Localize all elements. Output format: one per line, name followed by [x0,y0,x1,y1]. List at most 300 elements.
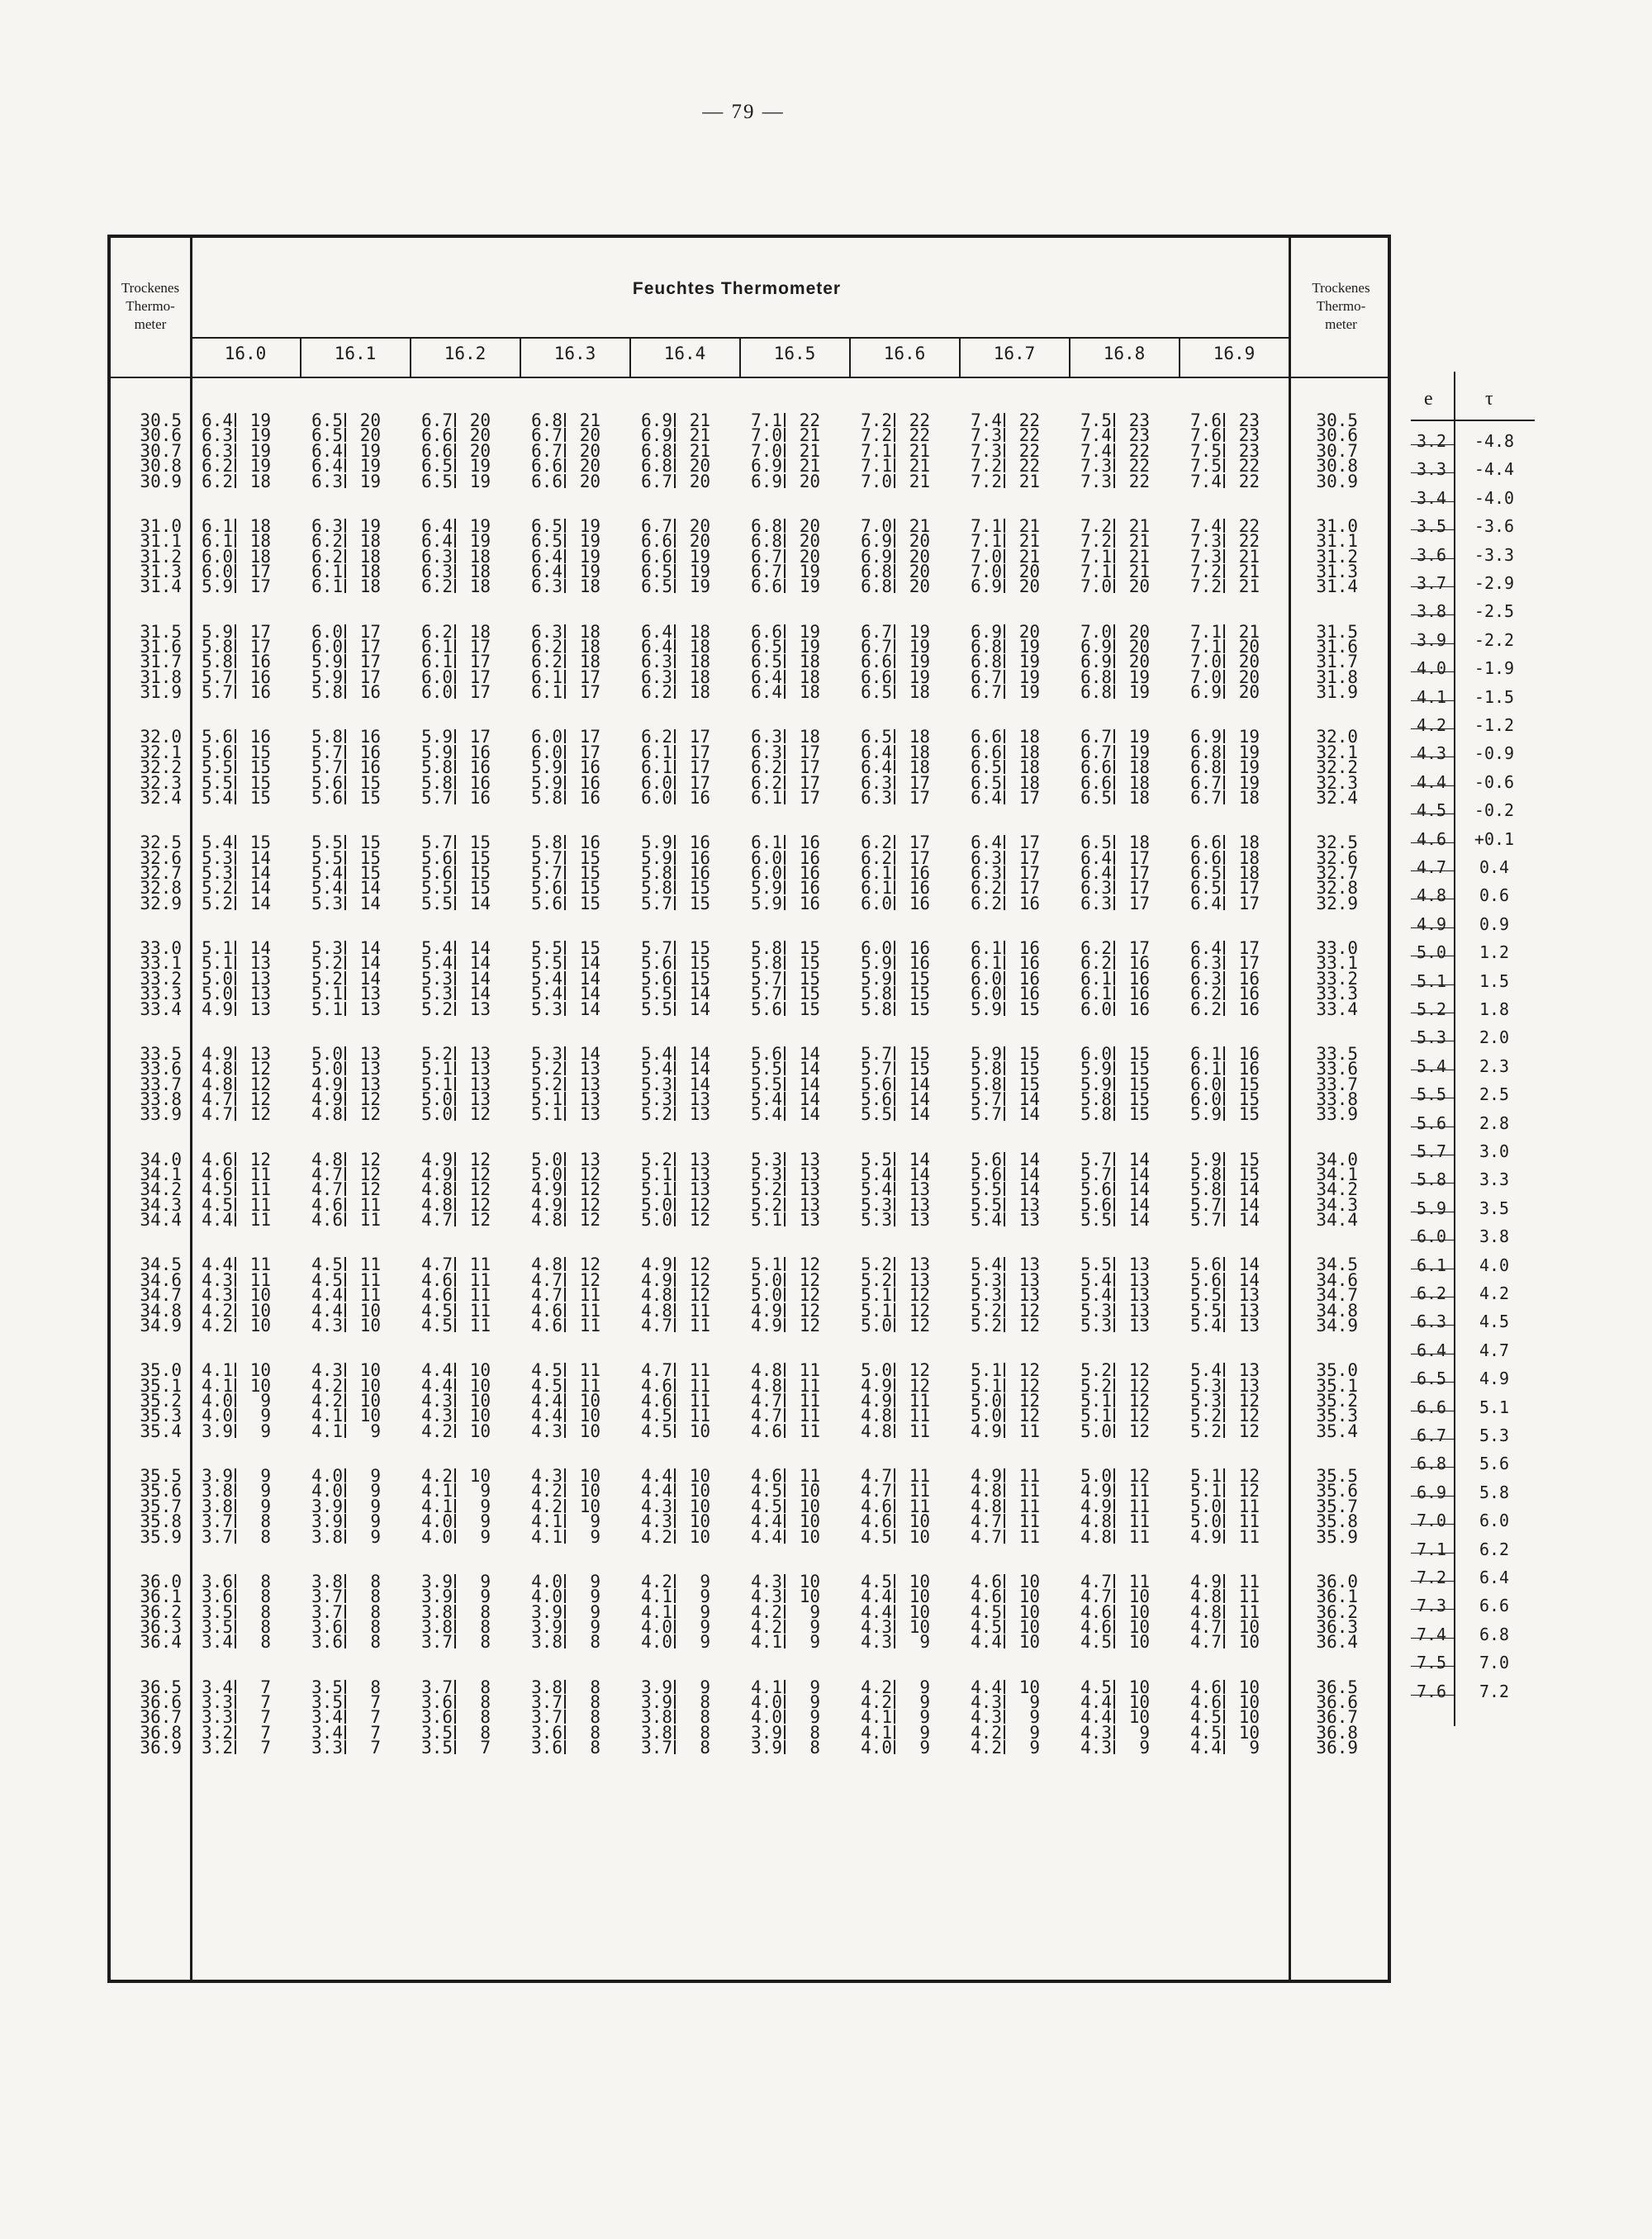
vapor-pressure-value: 6.6 [1187,835,1225,849]
relative-humidity-value: 10 [689,1526,710,1547]
relative-humidity-value: 13 [1128,1269,1150,1290]
vapor-pressure-value: 6.1 [748,835,786,849]
relative-humidity-value: 20 [909,576,930,597]
dry-temp-right: 32.7 [1316,863,1358,883]
relative-humidity-value: 18 [469,546,491,567]
side-tau-value: -4.8 [1474,431,1515,451]
vapor-pressure-value: 5.6 [1077,1182,1115,1196]
relative-humidity-value: 15 [249,757,271,778]
psychrometric-table [107,235,1391,1983]
relative-humidity-value: 10 [359,1375,381,1396]
vapor-pressure-value: 5.9 [1187,1152,1225,1166]
relative-humidity-value: 19 [359,515,381,536]
reading-cell [1179,1632,1289,1653]
relative-humidity-value: 11 [359,1210,381,1231]
vapor-pressure-value: 7.2 [967,474,1005,488]
reading-cell [1179,893,1289,913]
relative-humidity-value: 11 [689,1300,710,1321]
vapor-pressure-value: 5.7 [198,670,236,684]
relative-humidity-value: 9 [1029,1707,1040,1728]
reading-cell [300,576,411,597]
vapor-pressure-value: 6.0 [638,790,676,804]
dry-temp-right: 35.7 [1316,1496,1358,1516]
dry-temp-right: 34.9 [1316,1316,1358,1335]
relative-humidity-value: 13 [469,1089,491,1109]
side-tau-value: -0.2 [1474,800,1515,821]
relative-humidity-value: 11 [1238,1587,1260,1607]
dry-temp-left: 31.6 [140,637,182,657]
relative-humidity-value: 16 [799,863,820,883]
side-e-value: 5.8 [1416,1169,1447,1190]
relative-humidity-value: 20 [1128,576,1150,597]
vapor-pressure-value: 5.8 [308,729,346,743]
relative-humidity-value: 11 [689,1316,710,1335]
vapor-pressure-value: 5.9 [967,1046,1005,1060]
relative-humidity-value: 13 [1018,1285,1040,1306]
relative-humidity-value: 21 [1018,546,1040,567]
side-tau-value: 4.0 [1479,1255,1510,1275]
vapor-pressure-value: 4.1 [418,1483,456,1497]
vapor-pressure-value: 6.7 [528,444,566,458]
vapor-pressure-value: 4.8 [1077,1530,1115,1544]
vapor-pressure-value: 4.1 [857,1710,895,1724]
vapor-pressure-value: 4.3 [198,1273,236,1287]
relative-humidity-value: 11 [469,1316,491,1335]
reading-cell [1179,1318,1289,1334]
reading-cell [1179,576,1289,597]
dry-temp-right: 33.3 [1316,984,1358,1004]
dry-temp-right: 32.9 [1316,893,1358,913]
relative-humidity-value: 22 [1018,410,1040,430]
vapor-pressure-value: 4.8 [857,1408,895,1422]
side-tau-value: +0.1 [1474,828,1515,849]
dry-temp-right: 30.9 [1316,471,1358,491]
relative-humidity-value: 12 [1018,1391,1040,1411]
column-header-divider [410,337,411,377]
dry-thermometer-label-right: Trockenes Thermo- meter [1312,280,1370,332]
relative-humidity-value: 16 [249,652,271,672]
vapor-pressure-value: 5.0 [418,1092,456,1106]
vapor-pressure-value: 5.0 [748,1273,786,1287]
relative-humidity-value: 8 [260,1632,271,1653]
relative-humidity-value: 10 [1018,1587,1040,1607]
vapor-pressure-value: 4.4 [1077,1695,1115,1709]
vapor-pressure-value: 4.3 [308,1318,346,1332]
relative-humidity-value: 17 [249,637,271,657]
vapor-pressure-value: 5.1 [1187,1483,1225,1497]
dry-temp-right: 32.4 [1316,788,1358,808]
reading-cell [959,576,1070,597]
side-row [1411,1625,1535,1656]
relative-humidity-value: 20 [689,515,710,536]
relative-humidity-value: 9 [1249,1738,1260,1758]
relative-humidity-value: 14 [1018,1104,1040,1125]
relative-humidity-value: 20 [469,410,491,430]
dry-temp-left: 33.9 [140,1104,182,1125]
relative-humidity-value: 18 [579,621,601,642]
reading-cell [849,1632,960,1653]
relative-humidity-value: 13 [689,1165,710,1184]
vapor-pressure-value: 6.5 [528,534,566,548]
vapor-pressure-value: 6.3 [748,729,786,743]
relative-humidity-value: 7 [480,1738,491,1758]
dry-temp-left: 33.6 [140,1059,182,1079]
side-tau-value: -4.4 [1474,459,1515,480]
vapor-pressure-value: 5.2 [1077,1378,1115,1392]
dry-temp-left: 35.9 [140,1526,182,1547]
reading-cell [520,1421,630,1441]
vapor-pressure-value: 6.6 [967,729,1005,743]
reading-cell [410,1104,520,1125]
relative-humidity-value: 20 [1018,576,1040,597]
vapor-pressure-value: 6.9 [967,579,1005,593]
relative-humidity-value: 12 [469,1165,491,1184]
vapor-pressure-value: 4.7 [638,1363,676,1377]
dry-temp-right: 32.6 [1316,847,1358,868]
relative-humidity-value: 9 [919,1677,930,1697]
dry-temp-left: 35.6 [140,1481,182,1501]
relative-humidity-value: 8 [480,1722,491,1743]
relative-humidity-value: 19 [249,440,271,461]
reading-cell [739,999,850,1019]
reading-cell [739,576,850,597]
side-row [1411,999,1535,1031]
vapor-pressure-value: 6.4 [857,745,895,759]
relative-humidity-value: 11 [359,1194,381,1215]
vapor-pressure-value: 4.0 [198,1393,236,1407]
side-row [1411,601,1535,633]
vapor-pressure-value: 4.8 [528,1257,566,1271]
relative-humidity-value: 22 [1238,531,1260,552]
vapor-pressure-value: 4.2 [528,1483,566,1497]
vapor-pressure-value: 6.0 [967,971,1005,985]
relative-humidity-value: 9 [480,1571,491,1591]
side-e-value: 7.1 [1416,1539,1447,1559]
vapor-pressure-value: 5.3 [198,866,236,880]
vapor-pressure-value: 6.1 [967,941,1005,955]
side-row [1411,545,1535,576]
relative-humidity-value: 9 [590,1571,601,1591]
vapor-pressure-value: 5.3 [967,1273,1005,1287]
relative-humidity-value: 17 [1238,893,1260,913]
reading-cell [1179,1740,1289,1756]
dry-temp-right: 32.8 [1316,878,1358,899]
reading-cell [959,1318,1070,1334]
dry-temp-left: 31.2 [140,546,182,567]
relative-humidity-value: 20 [579,425,601,446]
reading-cell [739,1526,850,1547]
vapor-pressure-value: 5.9 [638,851,676,865]
vapor-pressure-value: 3.6 [418,1710,456,1724]
dry-temp-right: 35.6 [1316,1481,1358,1501]
relative-humidity-value: 10 [469,1421,491,1441]
relative-humidity-value: 23 [1238,410,1260,430]
vapor-pressure-value: 7.2 [967,458,1005,472]
vapor-pressure-value: 5.9 [638,835,676,849]
dry-temp-left: 31.8 [140,666,182,687]
relative-humidity-value: 19 [909,666,930,687]
relative-humidity-value: 12 [1238,1391,1260,1411]
relative-humidity-value: 19 [579,562,601,581]
relative-humidity-value: 11 [689,1391,710,1411]
table-row [111,999,1388,1019]
vapor-pressure-value: 6.7 [638,519,676,533]
vapor-pressure-value: 3.8 [198,1483,236,1497]
side-row [1411,1511,1535,1542]
relative-humidity-value: 11 [1128,1526,1150,1547]
column-header: 16.4 [663,344,706,363]
side-row [1411,1312,1535,1343]
relative-humidity-value: 17 [249,576,271,597]
vapor-pressure-value: 6.1 [308,564,346,578]
reading-cell [629,1104,740,1125]
relative-humidity-value: 10 [1128,1617,1150,1637]
relative-humidity-value: 9 [919,1722,930,1743]
relative-humidity-value: 11 [1238,1496,1260,1516]
relative-humidity-value: 11 [249,1269,271,1290]
side-row [1411,743,1535,775]
relative-humidity-value: 19 [799,621,820,642]
vapor-pressure-value: 6.2 [418,624,456,638]
vapor-pressure-value: 5.9 [418,745,456,759]
column-header: 16.2 [444,344,487,363]
relative-humidity-value: 19 [1128,682,1150,703]
reading-cell [739,790,850,806]
relative-humidity-value: 11 [249,1210,271,1231]
column-header: 16.7 [993,344,1036,363]
vapor-pressure-value: 4.4 [308,1303,346,1317]
vapor-pressure-value: 6.5 [418,458,456,472]
reading-cell [300,1740,411,1756]
vapor-pressure-value: 6.1 [1077,971,1115,985]
side-e-value: 4.3 [1416,743,1447,764]
relative-humidity-value: 20 [1128,652,1150,672]
relative-humidity-value: 20 [799,515,820,536]
relative-humidity-value: 17 [579,666,601,687]
relative-humidity-value: 19 [689,576,710,597]
relative-humidity-value: 16 [689,788,710,808]
vapor-pressure-value: 6.3 [638,670,676,684]
side-row-rule [1411,501,1454,502]
relative-humidity-value: 8 [260,1601,271,1622]
vapor-pressure-value: 6.5 [748,654,786,668]
vapor-pressure-value: 5.7 [857,1046,895,1060]
vapor-pressure-value: 6.2 [1187,1002,1225,1016]
vapor-pressure-value: 5.4 [967,1212,1005,1226]
relative-humidity-value: 17 [579,742,601,762]
vapor-pressure-value: 4.3 [967,1695,1005,1709]
relative-humidity-value: 18 [689,637,710,657]
vapor-pressure-value: 4.6 [638,1378,676,1392]
vapor-pressure-value: 5.4 [748,1107,786,1121]
side-row [1411,516,1535,548]
vapor-pressure-value: 5.8 [967,1061,1005,1075]
relative-humidity-value: 13 [359,1043,381,1064]
relative-humidity-value: 10 [1238,1692,1260,1712]
vapor-pressure-value: 6.2 [528,639,566,653]
vapor-pressure-value: 5.5 [418,880,456,894]
reading-cell [1069,999,1180,1019]
vapor-pressure-value: 4.4 [418,1363,456,1377]
vapor-pressure-value: 6.4 [308,444,346,458]
dry-temp-right: 32.5 [1316,833,1358,853]
side-row [1411,573,1535,605]
relative-humidity-value: 15 [359,847,381,868]
vapor-pressure-value: 5.0 [1187,1499,1225,1513]
vapor-pressure-value: 5.9 [857,956,895,970]
dry-temp-left: 32.0 [140,727,182,747]
reading-cell [959,790,1070,806]
relative-humidity-value: 10 [909,1526,930,1547]
relative-humidity-value: 12 [579,1210,601,1231]
vapor-pressure-value: 6.1 [857,880,895,894]
vapor-pressure-value: 4.1 [528,1514,566,1528]
reading-cell [849,1421,960,1441]
relative-humidity-value: 18 [1238,833,1260,853]
side-tau-value: 5.3 [1479,1425,1510,1445]
side-e-value: 3.8 [1416,601,1447,622]
vapor-pressure-value: 3.9 [308,1514,346,1528]
vapor-pressure-value: 7.3 [1077,474,1115,488]
relative-humidity-value: 18 [689,682,710,703]
side-tau-value: 5.8 [1479,1482,1510,1502]
relative-humidity-value: 10 [1238,1617,1260,1637]
relative-humidity-value: 15 [909,1043,930,1064]
vapor-pressure-value: 6.6 [1187,851,1225,865]
vapor-pressure-value: 4.1 [638,1589,676,1603]
relative-humidity-value: 18 [1238,863,1260,883]
vapor-pressure-value: 6.3 [308,519,346,533]
relative-humidity-value: 13 [1018,1210,1040,1231]
dry-temp-right: 33.8 [1316,1089,1358,1109]
table-row [111,471,1388,491]
relative-humidity-value: 17 [579,682,601,703]
vapor-pressure-value: 5.7 [1077,1152,1115,1166]
vapor-pressure-value: 5.3 [638,1092,676,1106]
vapor-pressure-value: 5.6 [1077,1198,1115,1212]
vapor-pressure-value: 4.5 [418,1303,456,1317]
relative-humidity-value: 17 [1018,863,1040,883]
vapor-pressure-value: 6.0 [418,685,456,699]
dry-temp-right: 36.4 [1316,1632,1358,1653]
relative-humidity-value: 17 [469,637,491,657]
relative-humidity-value: 13 [1238,1316,1260,1335]
relative-humidity-value: 13 [1128,1316,1150,1335]
relative-humidity-value: 12 [469,1104,491,1125]
vapor-pressure-value: 4.6 [748,1468,786,1482]
relative-humidity-value: 18 [579,652,601,672]
relative-humidity-value: 15 [359,788,381,808]
side-row [1411,1397,1535,1429]
vapor-pressure-value: 4.8 [198,1077,236,1091]
vapor-pressure-value: 6.7 [638,474,676,488]
vapor-pressure-value: 7.2 [1077,519,1115,533]
relative-humidity-value: 9 [370,1466,381,1486]
vapor-pressure-value: 4.6 [1077,1605,1115,1619]
dry-temp-left: 33.2 [140,968,182,989]
vapor-pressure-value: 6.1 [1187,1061,1225,1075]
relative-humidity-value: 8 [700,1738,710,1758]
side-tau-value: 5.6 [1479,1454,1510,1474]
reading-cell [520,471,630,491]
relative-humidity-value: 16 [909,893,930,913]
vapor-pressure-value: 4.3 [308,1363,346,1377]
reading-cell [629,790,740,806]
side-row-rule [1411,643,1454,644]
vapor-pressure-value: 6.8 [1077,685,1115,699]
dry-temp-right: 36.0 [1316,1571,1358,1591]
relative-humidity-value: 18 [1238,847,1260,868]
reading-cell [520,1632,630,1653]
vapor-pressure-value: 6.2 [198,458,236,472]
relative-humidity-value: 12 [1238,1481,1260,1501]
vapor-pressure-value: 6.8 [1187,760,1225,774]
vapor-pressure-value: 5.2 [1187,1424,1225,1438]
relative-humidity-value: 10 [1128,1632,1150,1653]
relative-humidity-value: 16 [1238,968,1260,989]
vapor-pressure-value: 4.1 [748,1680,786,1694]
vapor-pressure-value: 7.1 [857,444,895,458]
relative-humidity-value: 15 [579,893,601,913]
vapor-pressure-value: 6.3 [1187,956,1225,970]
relative-humidity-value: 14 [249,863,271,883]
relative-humidity-value: 8 [480,1601,491,1622]
vapor-pressure-value: 6.8 [638,444,676,458]
vapor-pressure-value: 6.5 [857,685,895,699]
dry-temp-right: 30.6 [1316,425,1358,446]
reading-cell [629,1318,740,1334]
relative-humidity-value: 11 [799,1360,820,1381]
vapor-pressure-value: 7.1 [967,519,1005,533]
vapor-pressure-value: 5.2 [638,1107,676,1121]
relative-humidity-value: 14 [909,1104,930,1125]
reading-cell [300,1632,411,1653]
vapor-pressure-value: 7.1 [1077,549,1115,563]
reading-cell [520,682,630,703]
vapor-pressure-value: 5.6 [528,880,566,894]
vapor-pressure-value: 6.9 [638,413,676,427]
relative-humidity-value: 9 [700,1601,710,1622]
vapor-pressure-value: 4.6 [418,1273,456,1287]
reading-cell [739,1210,850,1231]
relative-humidity-value: 7 [260,1677,271,1697]
vapor-pressure-value: 5.9 [1077,1077,1115,1091]
reading-cell [629,682,740,703]
relative-humidity-value: 11 [359,1255,381,1275]
column-header: 16.8 [1103,344,1146,363]
vapor-pressure-value: 5.2 [418,1046,456,1060]
relative-humidity-value: 16 [1018,938,1040,958]
vapor-pressure-value: 6.2 [528,654,566,668]
relative-humidity-value: 21 [799,456,820,477]
side-row-rule [1411,1467,1454,1468]
vapor-pressure-value: 5.0 [198,971,236,985]
relative-humidity-value: 9 [809,1707,820,1728]
side-tau-value: -1.2 [1474,715,1515,735]
relative-humidity-value: 10 [689,1466,710,1486]
vapor-pressure-value: 5.8 [748,941,786,955]
side-e-value: 3.2 [1416,431,1447,451]
vapor-pressure-value: 6.4 [1187,941,1225,955]
dry-temp-right: 30.7 [1316,440,1358,461]
relative-humidity-value: 21 [689,410,710,430]
relative-humidity-value: 15 [799,999,820,1019]
vapor-pressure-value: 4.3 [967,1710,1005,1724]
vapor-pressure-value: 6.8 [1077,670,1115,684]
side-tau-value: 6.4 [1479,1568,1510,1587]
relative-humidity-value: 11 [249,1165,271,1184]
relative-humidity-value: 13 [1128,1285,1150,1306]
